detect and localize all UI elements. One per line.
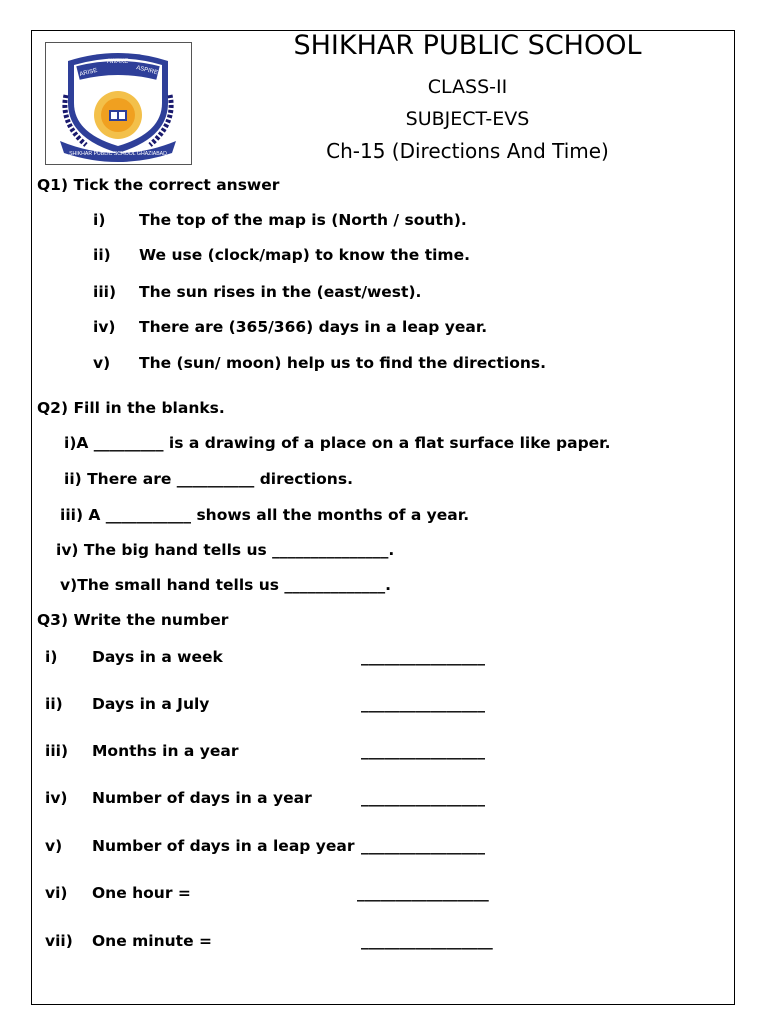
svg-text:ASPIRE: ASPIRE — [135, 65, 159, 77]
q3-item-number: ii) — [45, 695, 63, 713]
q3-item-number: vi) — [45, 884, 68, 902]
svg-text:SHIKHAR PUBLIC SCHOOL GHAZIABA: SHIKHAR PUBLIC SCHOOL GHAZIABAD — [69, 151, 167, 157]
q1-item-number: iii) — [93, 283, 117, 301]
q1-item-text: The (sun/ moon) help us to find the directions. — [139, 354, 547, 372]
school-crest-icon — [46, 43, 191, 164]
q1-item-text: We use (clock/map) to know the time. — [139, 246, 470, 264]
q3-answer-blank: ________________ — [361, 695, 485, 713]
q3-item-number: v) — [45, 837, 63, 855]
svg-text:ARISE: ARISE — [79, 67, 98, 78]
svg-text:AWAKE: AWAKE — [107, 59, 129, 65]
q3-item-text: One minute = — [92, 932, 212, 950]
q2-item: ii) There are __________ directions. — [64, 470, 353, 488]
q3-item-text: One hour = — [92, 884, 191, 902]
school-name: SHIKHAR PUBLIC SCHOOL — [293, 30, 642, 61]
q1-item-number: i) — [93, 211, 106, 229]
subject-label: SUBJECT-EVS — [405, 108, 530, 130]
q3-item-number: iii) — [45, 742, 69, 760]
q1-item-number: ii) — [93, 246, 111, 264]
q3-answer-blank: ________________ — [361, 837, 485, 855]
q1-item-text: The top of the map is (North / south). — [139, 211, 467, 229]
q3-answer-blank: _________________ — [361, 932, 493, 950]
q2-title: Q2) Fill in the blanks. — [37, 399, 225, 417]
q3-answer-blank: ________________ — [361, 648, 485, 666]
q3-item-number: i) — [45, 648, 58, 666]
q2-item: iii) A ___________ shows all the months of a year. — [60, 506, 470, 524]
q1-item-text: The sun rises in the (east/west). — [139, 283, 422, 301]
q3-item-text: Months in a year — [92, 742, 239, 760]
q3-item-text: Number of days in a year — [92, 789, 312, 807]
school-logo — [45, 42, 192, 165]
q2-item: i)A _________ is a drawing of a place on a flat surface like paper. — [64, 434, 611, 452]
q3-item-text: Days in a week — [92, 648, 223, 666]
q3-answer-blank: _________________ — [357, 884, 489, 902]
q1-item-text: There are (365/366) days in a leap year. — [139, 318, 488, 336]
q3-item-text: Number of days in a leap year — [92, 837, 355, 855]
q1-title: Q1) Tick the correct answer — [37, 176, 280, 194]
q2-item: iv) The big hand tells us _______________. — [56, 541, 395, 559]
q3-answer-blank: ________________ — [361, 742, 485, 760]
q3-title: Q3) Write the number — [37, 611, 229, 629]
q1-item-number: iv) — [93, 318, 116, 336]
q3-item-number: vii) — [45, 932, 73, 950]
chapter-title: Ch-15 (Directions And Time) — [326, 139, 609, 163]
q3-item-text: Days in a July — [92, 695, 210, 713]
q2-item: v)The small hand tells us _____________. — [60, 576, 392, 594]
q3-item-number: iv) — [45, 789, 68, 807]
q3-answer-blank: ________________ — [361, 789, 485, 807]
class-label: CLASS-II — [427, 76, 508, 98]
q1-item-number: v) — [93, 354, 111, 372]
